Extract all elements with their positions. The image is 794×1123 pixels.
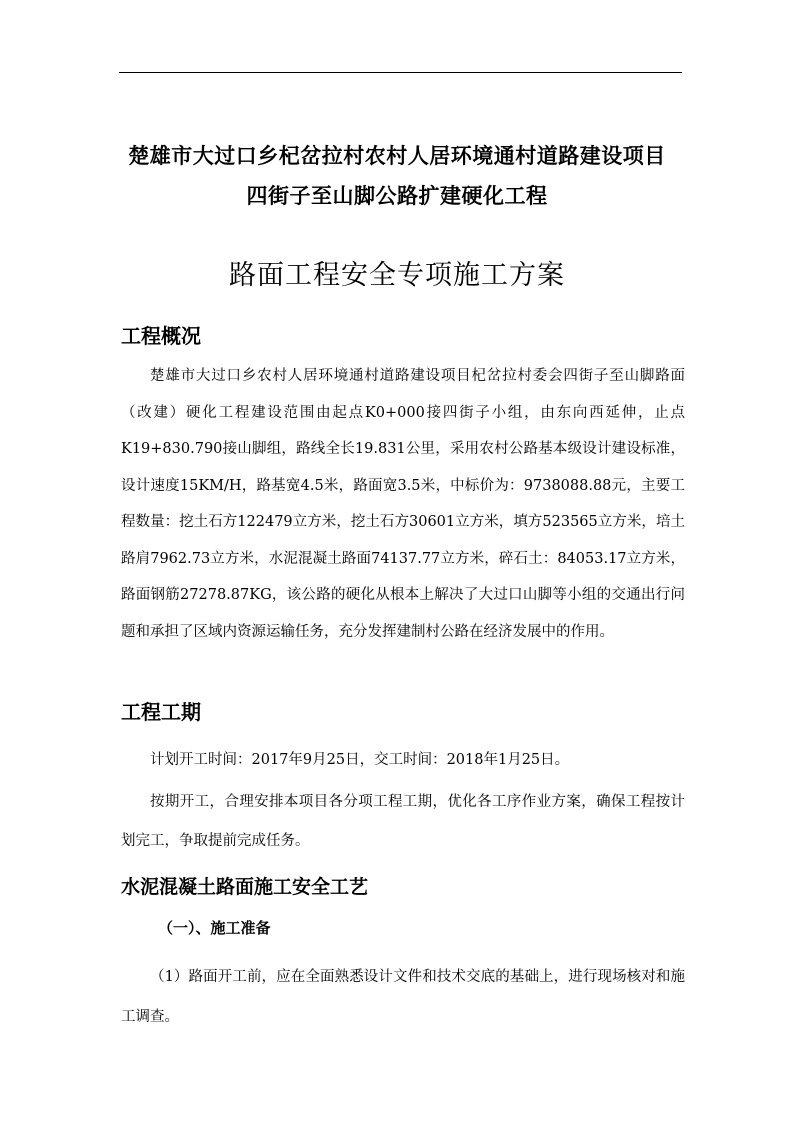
section-heading-overview: 工程概况 (121, 324, 201, 348)
project-title-line-2: 四街子至山脚公路扩建硬化工程 (246, 183, 548, 208)
project-title-line-1: 楚雄市大过口乡杞岔拉村农村人居环境通村道路建设项目 (128, 143, 666, 168)
overview-paragraph: 楚雄市大过口乡农村人居环境通村道路建设项目杞岔拉村委会四街子至山脚路面（改建）硬化工程建设范围由起点K0+000接四街子小组，由东向西延伸，止点K19+830.790接山脚组，路线全长19.831公里，采用农村公路基本级设计建设标准，设计速度15KM/H，路基宽4.5米，路面宽3.5米，中标价为：9738088.88元，主要工程数量：挖土石方122479立方米，挖土石方30601立方米，填方523565立方米，培土路肩7962.73立方米，水泥混凝土路面74137.77立方米，碎石土：84053.17立方米，路面钢筋27278.87KG，该公路的硬化从根本上解决了大过口山脚等小组的交通出行问题和承担了区域内资源运输任务，充分发挥建制村公路在经济发展中的作用。 (121, 368, 685, 640)
schedule-paragraph: 计划开工时间：2017年9月25日，交工时间：2018年1月25日。 (150, 752, 570, 768)
header-rule (119, 72, 682, 73)
main-title: 路面工程安全专项施工方案 (229, 260, 565, 291)
section-heading-safety-process: 水泥混凝土路面施工安全工艺 (121, 876, 369, 898)
preparation-paragraph: （1）路面开工前，应在全面熟悉设计文件和技术交底的基础上，进行现场核对和施工调查。 (121, 969, 685, 1025)
schedule-plan-paragraph: 按期开工，合理安排本项目各分项工程工期，优化各工序作业方案，确保工程按计划完工，争取提前完成任务。 (121, 794, 685, 849)
section-heading-schedule: 工程工期 (121, 700, 201, 724)
subheading-preparation: （一）、施工准备 (158, 919, 271, 937)
